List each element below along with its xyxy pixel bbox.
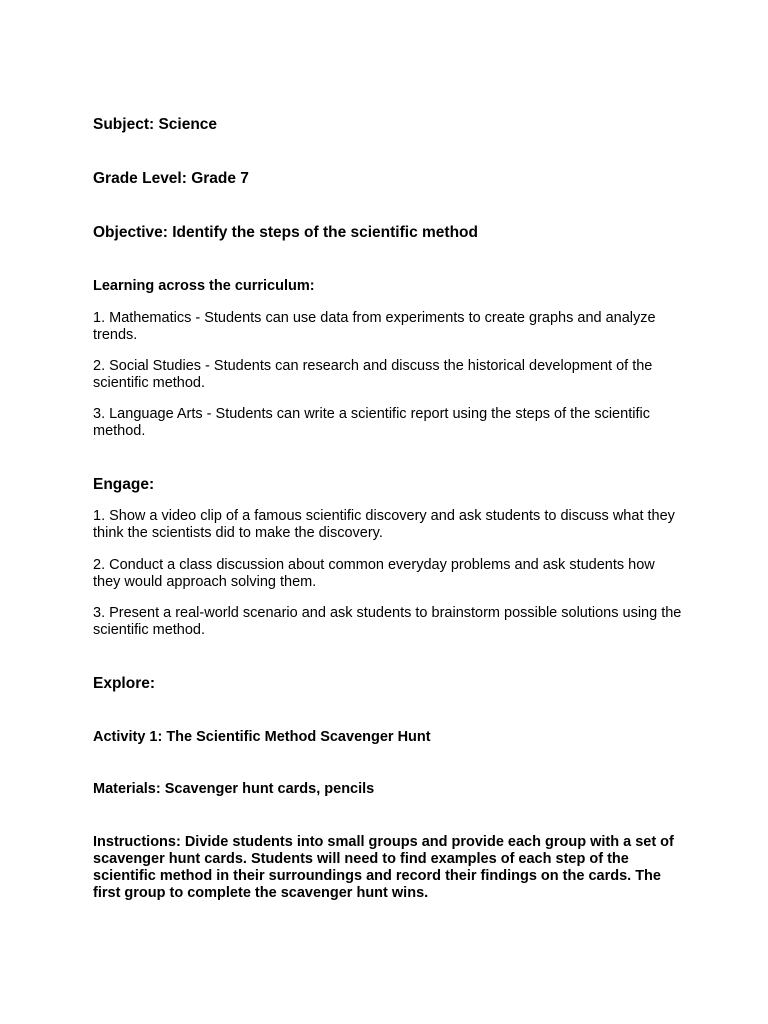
engage-item-3: 3. Present a real-world scenario and ask students to brainstorm possible solutions using the scientific method. (93, 605, 682, 638)
engage-item-2: 2. Conduct a class discussion about common everyday problems and ask students how they would approach solving them. (93, 557, 655, 590)
materials-text: Materials: Scavenger hunt cards, pencils (93, 781, 375, 797)
curriculum-item-3: 3. Language Arts - Students can write a scientific report using the steps of the scientific method. (93, 406, 650, 439)
subject-heading: Subject: Science (93, 116, 218, 133)
activity-heading: Activity 1: The Scientific Method Scavenger Hunt (93, 729, 431, 745)
engage-item-1: 1. Show a video clip of a famous scientific discovery and ask students to discuss what they think the scientists did to make the discovery. (93, 508, 675, 541)
explore-heading: Explore: (93, 675, 156, 692)
engage-heading: Engage: (93, 476, 155, 493)
objective-heading: Objective: Identify the steps of the scientific method (93, 224, 478, 241)
curriculum-item-2: 2. Social Studies - Students can research and discuss the historical development of the scientific method. (93, 358, 653, 391)
curriculum-heading: Learning across the curriculum: (93, 278, 315, 294)
grade-level-heading: Grade Level: Grade 7 (93, 170, 249, 187)
curriculum-item-1: 1. Mathematics - Students can use data from experiments to create graphs and analyze trends. (93, 310, 656, 343)
instructions-text: Instructions: Divide students into small groups and provide each group with a set of scavenger hunt cards. Students will need to find examples of each step of the scientific method in their surroundings and record their findings on the cards. The first group to complete the scavenger hunt wins. (93, 834, 674, 901)
